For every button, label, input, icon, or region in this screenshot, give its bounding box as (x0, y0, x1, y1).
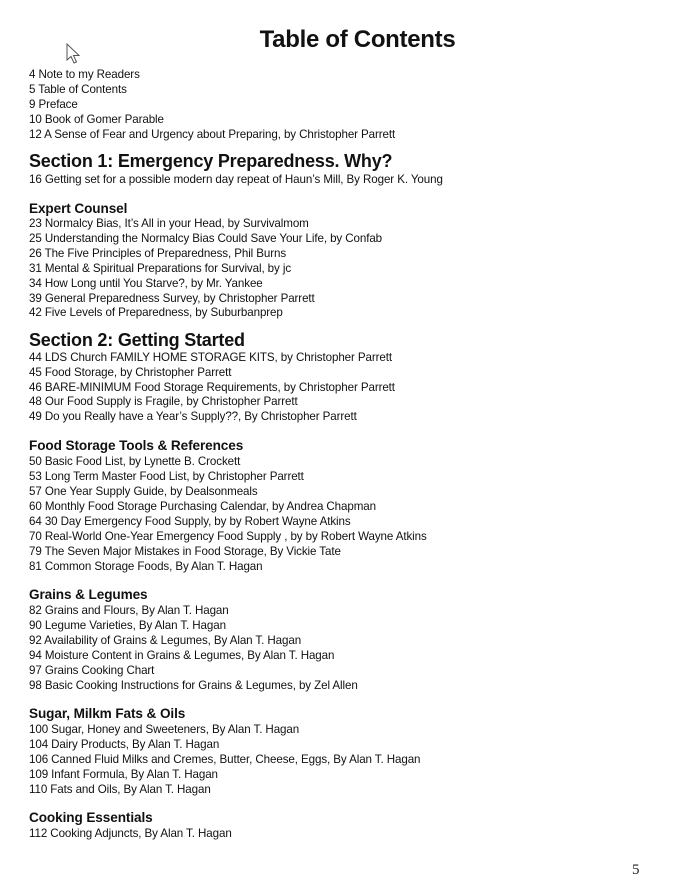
toc-entry[interactable]: 92 Availability of Grains & Legumes, By Alan T. Hagan (29, 634, 302, 647)
toc-entry[interactable]: 44 LDS Church FAMILY HOME STORAGE KITS, by Christopher Parrett (29, 351, 392, 364)
toc-entry[interactable]: 110 Fats and Oils, By Alan T. Hagan (29, 783, 211, 796)
mouse-pointer-icon (66, 43, 82, 65)
toc-entry[interactable]: 34 How Long until You Starve?, by Mr. Yankee (29, 277, 263, 290)
page-title-text: Table of Contents (259, 26, 456, 53)
subsection-heading: Sugar, Milkm Fats & Oils (29, 706, 186, 721)
toc-entry[interactable]: 79 The Seven Major Mistakes in Food Storage, By Vickie Tate (29, 545, 341, 558)
toc-entry[interactable]: 49 Do you Really have a Year’s Supply??, By Christopher Parrett (29, 410, 357, 423)
toc-entry[interactable]: 106 Canned Fluid Milks and Cremes, Butter, Cheese, Eggs, By Alan T. Hagan (29, 753, 421, 766)
section-heading: Section 2: Getting Started (29, 330, 245, 350)
toc-entry[interactable]: 42 Five Levels of Preparedness, by Suburbanprep (29, 306, 283, 319)
page-title (0, 26, 679, 54)
toc-entry[interactable]: 5 Table of Contents (29, 83, 127, 96)
toc-entry[interactable]: 39 General Preparedness Survey, by Christopher Parrett (29, 292, 315, 305)
toc-entry[interactable]: 100 Sugar, Honey and Sweeteners, By Alan T. Hagan (29, 723, 300, 736)
toc-entry[interactable]: 12 A Sense of Fear and Urgency about Preparing, by Christopher Parrett (29, 128, 396, 141)
toc-entry[interactable]: 48 Our Food Supply is Fragile, by Christopher Parrett (29, 395, 298, 408)
toc-entry[interactable]: 16 Getting set for a possible modern day repeat of Haun’s Mill, By Roger K. Young (29, 173, 443, 186)
toc-entry[interactable]: 109 Infant Formula, By Alan T. Hagan (29, 768, 218, 781)
toc-entry[interactable]: 60 Monthly Food Storage Purchasing Calendar, by Andrea Chapman (29, 500, 376, 513)
toc-entry[interactable]: 64 30 Day Emergency Food Supply, by by Robert Wayne Atkins (29, 515, 351, 528)
toc-entry[interactable]: 57 One Year Supply Guide, by Dealsonmeals (29, 485, 258, 498)
subsection-heading: Food Storage Tools & References (29, 438, 244, 453)
toc-entry[interactable]: 25 Understanding the Normalcy Bias Could Save Your Life, by Confab (29, 232, 383, 245)
toc-entry[interactable]: 23 Normalcy Bias, It’s All in your Head, by Survivalmom (29, 217, 309, 230)
toc-entry[interactable]: 4 Note to my Readers (29, 68, 140, 81)
toc-entry[interactable]: 104 Dairy Products, By Alan T. Hagan (29, 738, 220, 751)
section-heading: Section 1: Emergency Preparedness. Why? (29, 151, 393, 171)
toc-entry[interactable]: 9 Preface (29, 98, 78, 111)
page-number: 5 (632, 862, 640, 878)
toc-entry[interactable]: 81 Common Storage Foods, By Alan T. Hagan (29, 560, 263, 573)
subsection-heading: Grains & Legumes (29, 587, 148, 602)
toc-entry[interactable]: 31 Mental & Spiritual Preparations for Survival, by jc (29, 262, 292, 275)
toc-entry[interactable]: 70 Real-World One-Year Emergency Food Supply , by by Robert Wayne Atkins (29, 530, 427, 543)
toc-entry[interactable]: 94 Moisture Content in Grains & Legumes, By Alan T. Hagan (29, 649, 335, 662)
toc-entry[interactable]: 10 Book of Gomer Parable (29, 113, 164, 126)
toc-entry[interactable]: 112 Cooking Adjuncts, By Alan T. Hagan (29, 827, 232, 840)
toc-entry[interactable]: 98 Basic Cooking Instructions for Grains & Legumes, by Zel Allen (29, 679, 358, 692)
toc-entry[interactable]: 53 Long Term Master Food List, by Christopher Parrett (29, 470, 304, 483)
toc-entry[interactable]: 46 BARE-MINIMUM Food Storage Requirements, by Christopher Parrett (29, 381, 395, 394)
toc-entry[interactable]: 97 Grains Cooking Chart (29, 664, 155, 677)
toc-entry[interactable]: 82 Grains and Flours, By Alan T. Hagan (29, 604, 229, 617)
subsection-heading: Cooking Essentials (29, 810, 153, 825)
toc-entry[interactable]: 26 The Five Principles of Preparedness, Phil Burns (29, 247, 287, 260)
toc-entry[interactable]: 50 Basic Food List, by Lynette B. Crockett (29, 455, 241, 468)
toc-entry[interactable]: 45 Food Storage, by Christopher Parrett (29, 366, 232, 379)
toc-entry[interactable]: 90 Legume Varieties, By Alan T. Hagan (29, 619, 226, 632)
subsection-heading: Expert Counsel (29, 201, 128, 216)
